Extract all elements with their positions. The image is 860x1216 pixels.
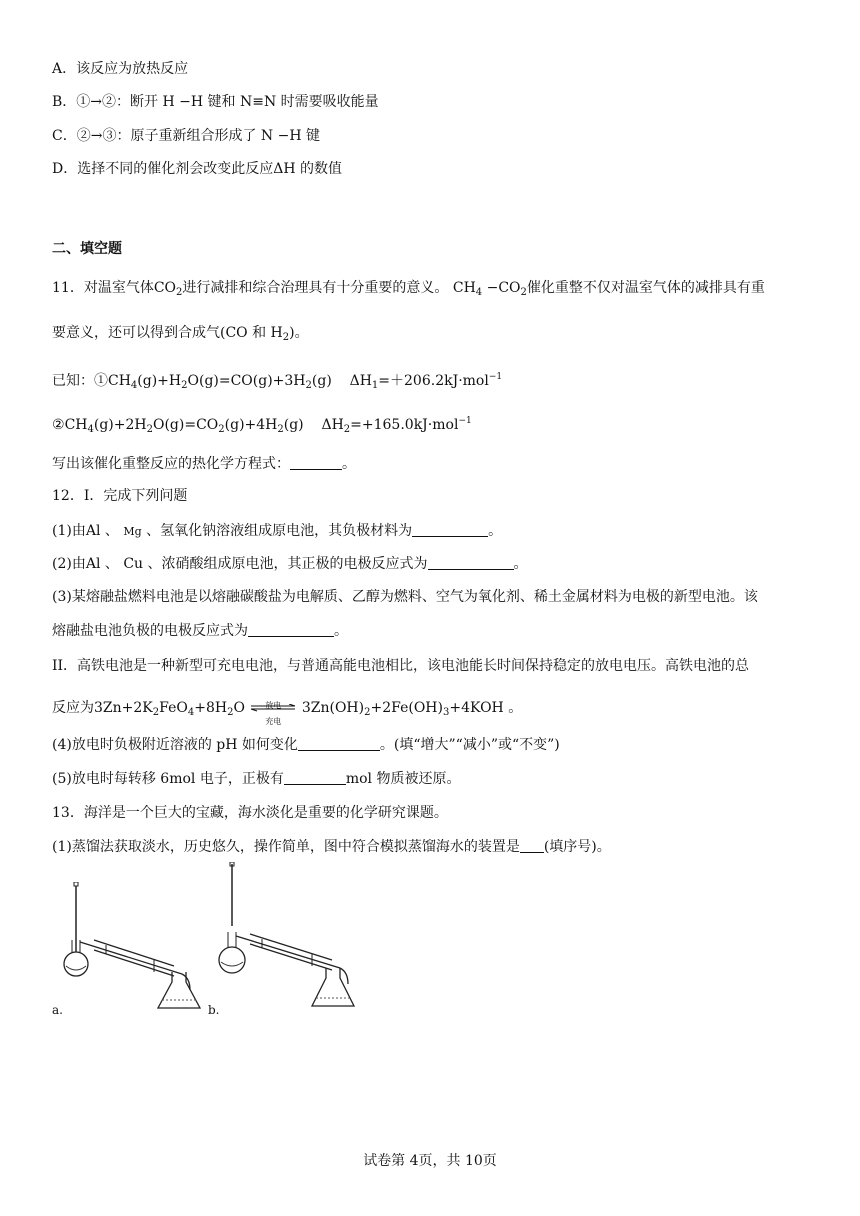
q11-ask: 写出该催化重整反应的热化学方程式： 。 bbox=[52, 456, 356, 472]
q12-s3-line2: 熔融盐电池负极的电极反应式为 。 bbox=[52, 623, 348, 639]
q11-eq2: $②CH_4(g)+2H_2O(g)=CO_2(g)+4H_2(g)$ $\Delta H_2=+165.0kJ\cdot mol^{-1}$ bbox=[52, 416, 472, 435]
q12-s5: (5)放电时每转移 6mol 电子，正极有 mol 物质被还原。 bbox=[52, 771, 461, 787]
answer-blank[interactable] bbox=[298, 736, 380, 751]
answer-blank[interactable] bbox=[290, 455, 342, 470]
q11-line2: 要意义，还可以得到合成气(CO 和 $H_2$)。 bbox=[52, 325, 309, 343]
q12-ii-line1: II．高铁电池是一种新型可充电电池，与普通高能电池相比，该电池能长时间保持稳定的放电电压。高铁电池的总 bbox=[52, 658, 750, 674]
figure-label-b: b. bbox=[208, 1003, 220, 1017]
answer-blank[interactable] bbox=[284, 770, 346, 785]
option-c: C．②→③：原子重新组合形成了 N −H 键 bbox=[52, 128, 320, 144]
q13-title: 13．海洋是一个巨大的宝藏，海水淡化是重要的化学研究课题。 bbox=[52, 805, 448, 821]
option-a: A．该反应为放热反应 bbox=[52, 61, 189, 77]
answer-blank[interactable] bbox=[520, 838, 544, 853]
page-footer: 试卷第 4页，共 10页 bbox=[363, 1153, 497, 1169]
answer-blank[interactable] bbox=[412, 522, 488, 537]
q12-title: 12．I．完成下列问题 bbox=[52, 488, 188, 504]
distillation-apparatus-a bbox=[54, 882, 204, 1012]
option-b: B．①→②：断开 H −H 键和 N≡N 时需要吸收能量 bbox=[52, 94, 379, 110]
figure-label-a: a. bbox=[52, 1003, 63, 1017]
reversible-arrow: 放电 充电 bbox=[249, 697, 297, 719]
q11-line1: 11．对温室气体$CO_2$进行减排和综合治理具有十分重要的意义。 $CH_4 -CO_2$催化重整不仅对温室气体的减排具有重 bbox=[52, 280, 765, 298]
q13-s1: (1)蒸馏法获取淡水，历史悠久，操作简单，图中符合模拟蒸馏海水的装置是 (填序号)。 bbox=[52, 839, 611, 855]
answer-blank[interactable] bbox=[428, 555, 514, 570]
q12-s3-line1: (3)某熔融盐燃料电池是以熔融碳酸盐为电解质、乙醇为燃料、空气为氧化剂、稀土金属材料为电极的新型电池。该 bbox=[52, 589, 758, 605]
q12-s2: (2)由Al 、 Cu 、浓硝酸组成原电池，其正极的电极反应式为 。 bbox=[52, 556, 528, 572]
q11-eq1: 已知：$①CH_4(g)+H_2O(g)=CO(g)+3H_2(g)$ $\Delta H_1=+206.2kJ\cdot mol^{-1}$ bbox=[52, 372, 503, 391]
q12-s1: (1)由Al 、 Mg 、氢氧化钠溶液组成原电池，其负极材料为 。 bbox=[52, 523, 503, 539]
q12-ii-line2: 反应为$3Zn+2K_2FeO_4+8H_2O$ 放电 充电 $3Zn(OH)_2+2Fe(OH)_3+4KOH$ 。 bbox=[52, 697, 812, 724]
answer-blank[interactable] bbox=[248, 622, 334, 637]
distillation-apparatus-b bbox=[206, 862, 356, 1012]
section-title: 二、填空题 bbox=[52, 241, 122, 257]
q12-s4: (4)放电时负极附近溶液的 pH 如何变化 。(填“增大”“减小”或“不变”) bbox=[52, 737, 560, 753]
option-d: D．选择不同的催化剂会改变此反应ΔH 的数值 bbox=[52, 161, 342, 177]
